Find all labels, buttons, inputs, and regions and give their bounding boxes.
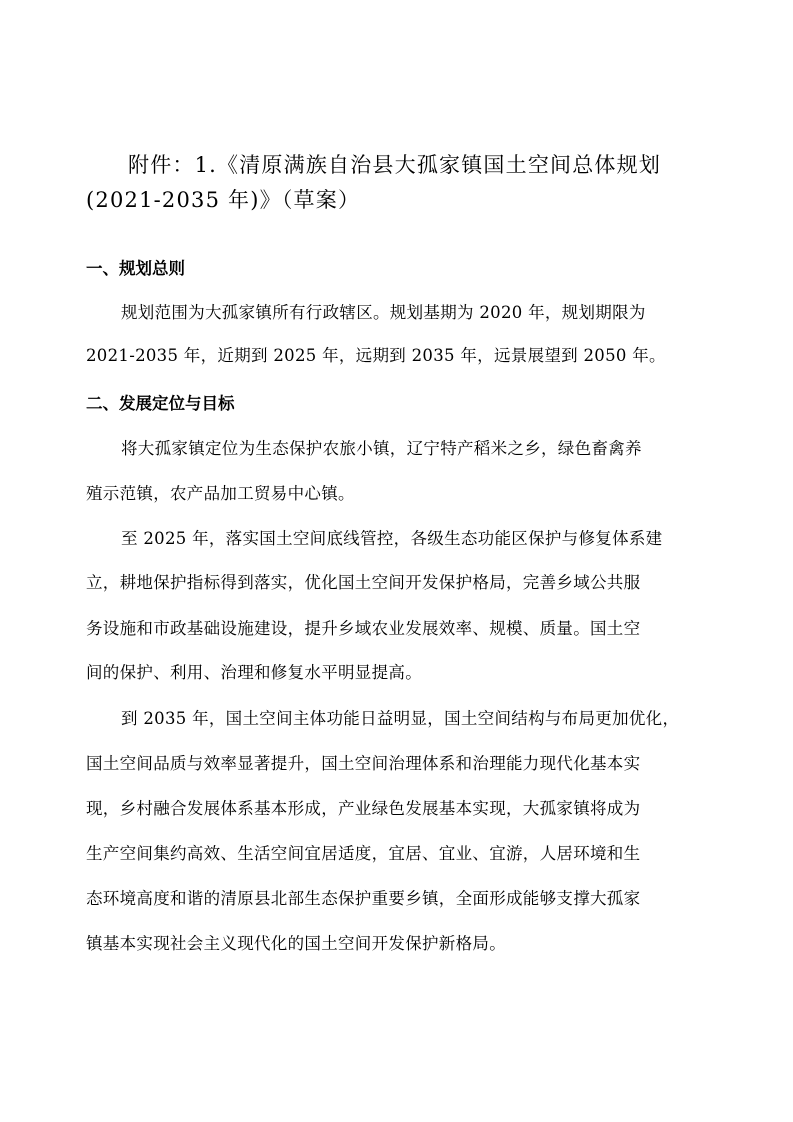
paragraph-line: 国土空间品质与效率显著提升，国土空间治理体系和治理能力现代化基本实 <box>86 754 641 773</box>
paragraph-line: 态环境高度和谐的清原县北部生态保护重要乡镇，全面形成能够支撑大孤家 <box>86 889 641 908</box>
paragraph-line: 镇基本实现社会主义现代化的国土空间开发保护新格局。 <box>86 934 506 953</box>
paragraph-line: 2021-2035 年，近期到 2025 年，远期到 2035 年，远景展望到 2050 年。 <box>86 346 666 365</box>
paragraph-line: 到 2035 年，国土空间主体功能日益明显，国土空间结构与布局更加优化， <box>121 709 680 728</box>
paragraph-line: 间的保护、利用、治理和修复水平明显提高。 <box>86 663 422 682</box>
paragraph-line: 生产空间集约高效、生活空间宜居适度，宜居、宜业、宜游，人居环境和生 <box>86 844 641 863</box>
paragraph-line: 殖示范镇，农产品加工贸易中心镇。 <box>86 484 355 503</box>
paragraph-line: 务设施和市政基础设施建设，提升乡域农业发展效率、规模、质量。国土空 <box>86 619 641 638</box>
paragraph-line: 立，耕地保护指标得到落实，优化国土空间开发保护格局，完善乡域公共服 <box>86 573 641 592</box>
paragraph-line: 规划范围为大孤家镇所有行政辖区。规划基期为 2020 年，规划期限为 <box>121 303 646 322</box>
paragraph-line: 将大孤家镇定位为生态保护农旅小镇，辽宁特产稻米之乡，绿色畜禽养 <box>121 439 642 458</box>
paragraph-line: 至 2025 年，落实国土空间底线管控，各级生态功能区保护与修复体系建 <box>121 529 663 548</box>
paragraph-line: 现，乡村融合发展体系基本形成，产业绿色发展基本实现，大孤家镇将成为 <box>86 799 641 818</box>
section-heading-general: 一、规划总则 <box>86 259 185 278</box>
document-title-line-2: (2021-2035 年)》（草案） <box>86 188 361 212</box>
section-heading-positioning: 二、发展定位与目标 <box>86 394 235 413</box>
document-title-line-1: 附件：1.《清原满族自治县大孤家镇国土空间总体规划 <box>128 153 662 177</box>
